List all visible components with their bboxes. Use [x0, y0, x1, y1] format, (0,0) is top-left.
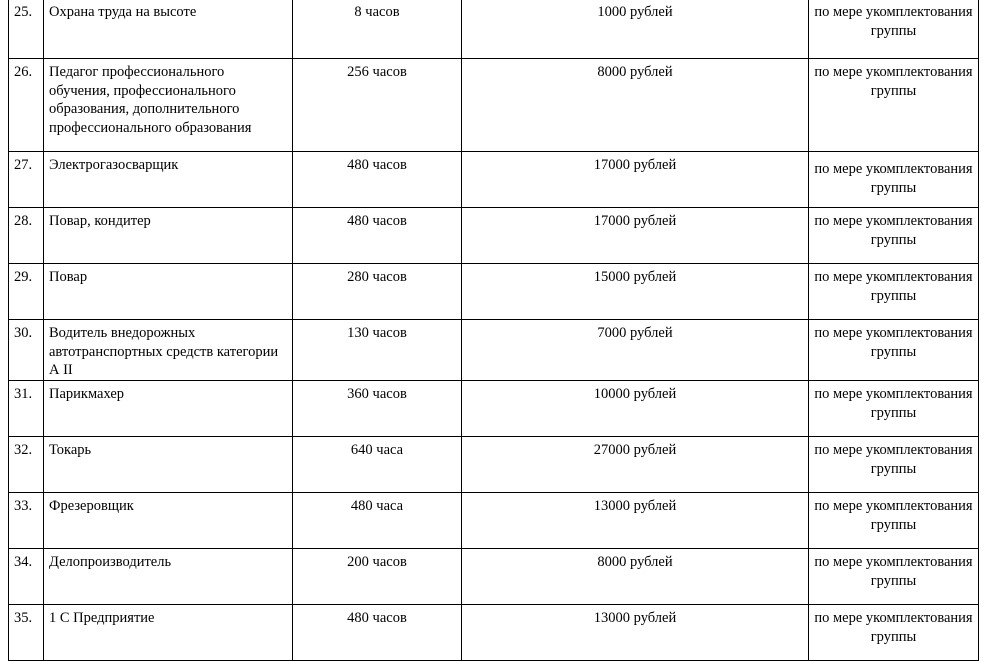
- program-price: 13000 рублей: [462, 605, 809, 661]
- program-term: по мере укомплектования группы: [809, 59, 979, 152]
- row-number: 31.: [9, 381, 44, 437]
- program-term: по мере укомплектования группы: [809, 493, 979, 549]
- program-hours: 130 часов: [293, 320, 462, 381]
- table-row: [9, 437, 979, 493]
- table-row: [9, 264, 979, 320]
- program-price: 27000 рублей: [462, 437, 809, 493]
- program-price: 8000 рублей: [462, 59, 809, 152]
- table-row: [9, 0, 979, 59]
- program-price: 7000 рублей: [462, 320, 809, 381]
- program-term: по мере укомплектования группы: [809, 152, 979, 208]
- courses-table: [8, 0, 979, 661]
- table-row: [9, 493, 979, 549]
- row-number: 35.: [9, 605, 44, 661]
- table-row: [9, 381, 979, 437]
- program-hours: 360 часов: [293, 381, 462, 437]
- program-name: Токарь: [44, 437, 293, 493]
- program-term: по мере укомплектования группы: [809, 605, 979, 661]
- table-row: [9, 320, 979, 381]
- program-term: по мере укомплектования группы: [809, 0, 979, 59]
- table-row: [9, 208, 979, 264]
- program-name: Делопроизводитель: [44, 549, 293, 605]
- program-name: 1 С Предприятие: [44, 605, 293, 661]
- program-hours: 280 часов: [293, 264, 462, 320]
- table-row: [9, 59, 979, 152]
- row-number: 26.: [9, 59, 44, 152]
- program-price: 15000 рублей: [462, 264, 809, 320]
- program-hours: 8 часов: [293, 0, 462, 59]
- program-price: 8000 рублей: [462, 549, 809, 605]
- program-name: Водитель внедорожных автотранспортных средств категории А II: [44, 320, 293, 381]
- table-row: [9, 549, 979, 605]
- row-number: 34.: [9, 549, 44, 605]
- table-row: [9, 605, 979, 661]
- row-number: 32.: [9, 437, 44, 493]
- program-price: 1000 рублей: [462, 0, 809, 59]
- program-price: 10000 рублей: [462, 381, 809, 437]
- row-number: 29.: [9, 264, 44, 320]
- program-name: Парикмахер: [44, 381, 293, 437]
- row-number: 27.: [9, 152, 44, 208]
- program-term: по мере укомплектования группы: [809, 549, 979, 605]
- program-price: 13000 рублей: [462, 493, 809, 549]
- program-hours: 640 часа: [293, 437, 462, 493]
- program-term: по мере укомплектования группы: [809, 320, 979, 381]
- program-name: Педагог профессионального обучения, профессионального образования, дополнительного профессионального образования: [44, 59, 293, 152]
- program-term: по мере укомплектования группы: [809, 264, 979, 320]
- program-name: Охрана труда на высоте: [44, 0, 293, 59]
- program-name: Повар: [44, 264, 293, 320]
- program-price: 17000 рублей: [462, 208, 809, 264]
- program-name: Повар, кондитер: [44, 208, 293, 264]
- row-number: 28.: [9, 208, 44, 264]
- program-name: Электрогазосварщик: [44, 152, 293, 208]
- program-hours: 480 часов: [293, 152, 462, 208]
- row-number: 25.: [9, 0, 44, 59]
- program-term: по мере укомплектования группы: [809, 437, 979, 493]
- program-hours: 200 часов: [293, 549, 462, 605]
- program-hours: 480 часов: [293, 208, 462, 264]
- program-term: по мере укомплектования группы: [809, 381, 979, 437]
- row-number: 30.: [9, 320, 44, 381]
- program-hours: 480 часов: [293, 605, 462, 661]
- row-number: 33.: [9, 493, 44, 549]
- program-name: Фрезеровщик: [44, 493, 293, 549]
- program-hours: 256 часов: [293, 59, 462, 152]
- program-hours: 480 часа: [293, 493, 462, 549]
- program-term: по мере укомплектования группы: [809, 208, 979, 264]
- program-price: 17000 рублей: [462, 152, 809, 208]
- table-row: [9, 152, 979, 208]
